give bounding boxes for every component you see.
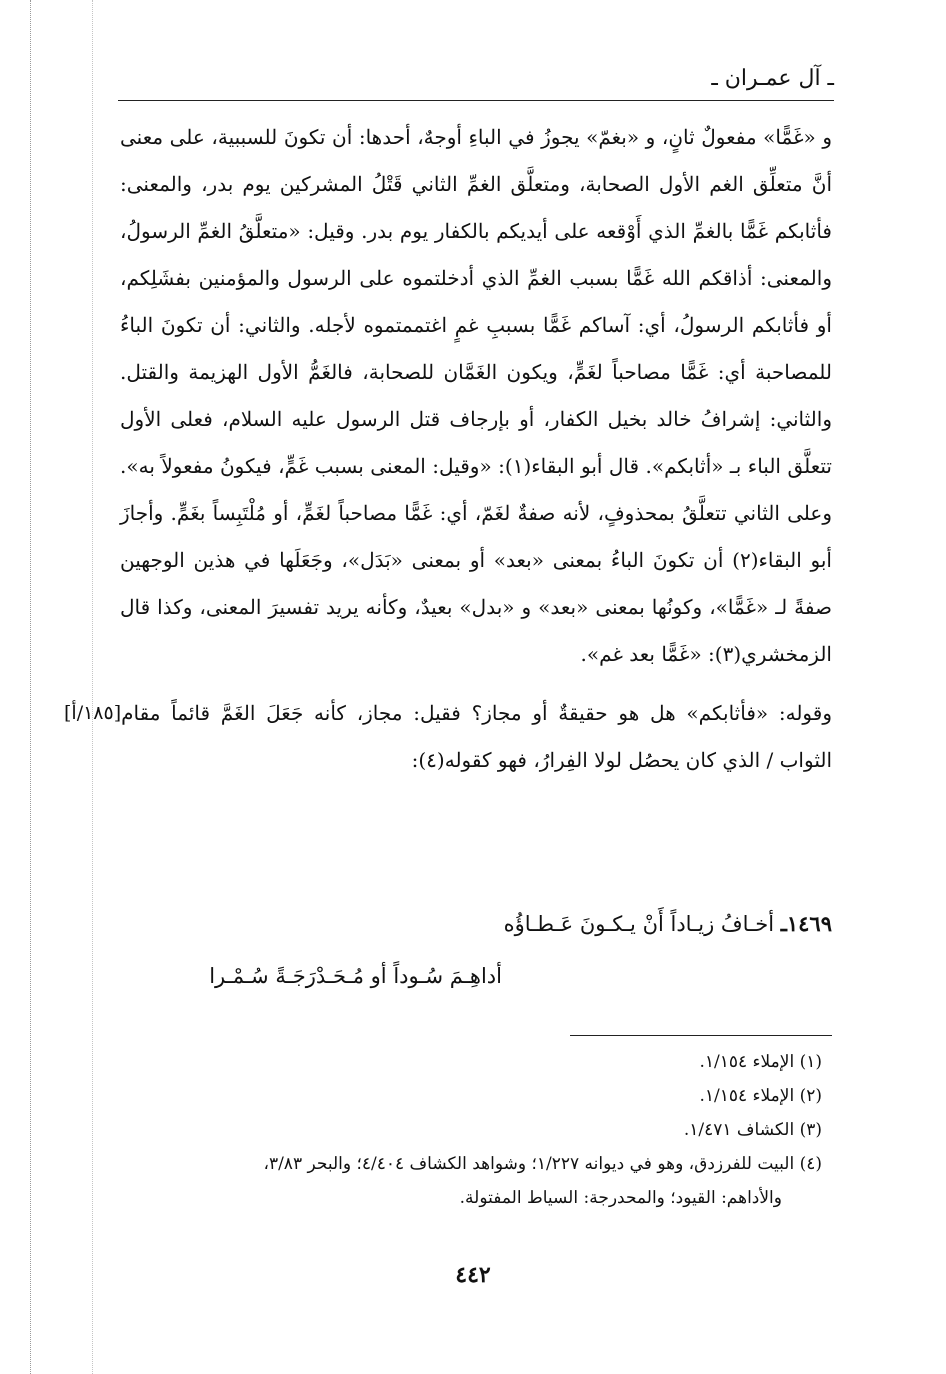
paragraph-2 (64, 690, 832, 784)
header-rule (118, 100, 834, 101)
verse-first-hemistich: أخـافُ زيـاداً أَنْ يـكـونَ عَـطـاؤُه (503, 912, 775, 936)
footnote-4-continuation: والأداهم: القيود؛ والمحدرجة: السياط المفتولة. (459, 1188, 782, 1208)
footnote-1: (١) الإملاء ١/١٥٤. (699, 1052, 822, 1072)
scan-margin-line-inner (92, 0, 93, 1374)
poetry-verse (120, 898, 832, 1002)
footnote-3: (٣) الكشاف ١/٤٧١. (683, 1120, 822, 1140)
footnote-2: (٢) الإملاء ١/١٥٤. (699, 1086, 822, 1106)
page-number: ٤٤٢ (455, 1262, 491, 1288)
manuscript-folio-ref: [١٨٥/أ] (64, 702, 122, 724)
scan-margin-line (30, 0, 31, 1374)
verse-second-hemistich: أداهِـمَ سُـوداً أو مُـحَـدْرَجَـةً سُـمْـرا (209, 964, 502, 988)
paragraph-1: و «غَمًّا» مفعولٌ ثانٍ، و «بغمّ» يجوزُ في الباءِ أوجهٌ، أحدها: أن تكونَ للسببية، على معنى أنَّ متعلِّق الغم الأول الصحابة، ومتعلَّق الغمِّ الثاني قَتْلُ المشركين يوم بدر، والمعنى: فأثابكم غَمًّا بالغمِّ الذي أَوْقعه على أيديكم بالكفار يوم بدر. وقيل: «متعلَّقُ الغمِّ الرسولُ، والمعنى: أذاقكم الله غَمًّا بسبب الغمِّ الذي أدخلتموه على الرسول والمؤمنين بفشَلِكم، أو فأثابكم الرسولُ، أي: آساكم غَمًّا بسببِ غمٍ اغتممتموه لأجله. والثاني: أن تكونَ الباءُ للمصاحبة أي: غَمًّا مصاحباً لغَمٍّ، ويكون الغَمَّان للصحابة، فالغَمُّ الأول الهزيمة والقتل. والثاني: إشرافُ خالد بخيل الكفار، أو بإرجاف قتل الرسول عليه السلام، فعلى الأول تتعلَّق الباء بـ «أثابكم». قال أبو البقاء(١): «وقيل: المعنى بسبب غَمٍّ، فيكونُ مفعولاً به». وعلى الثاني تتعلَّقُ بمحذوفٍ، لأنه صفةٌ لغَمّ، أي: غَمًّا مصاحباً لغَمٍّ، أو مُلْتَبِساً بغَمٍّ. وأجازَ أبو البقاء(٢) أن تكونَ الباءُ بمعنى «بعد» أو بمعنى «بَدَل»، وجَعَلَها في هذين الوجهين صفةً لـ «غَمًّا»، وكونُها بمعنى «بعد» و «بدل» بعيدٌ، وكأنه يريد تفسيرَ المعنى، وكذا قال الزمخشري(٣): «غَمًّا بعد غم». (120, 125, 832, 666)
footnotes (112, 1045, 822, 1215)
main-text (64, 114, 832, 784)
running-header: ـ آل عمـران ـ (711, 66, 834, 91)
footnote-rule (570, 1035, 832, 1036)
verse-line-1 (120, 898, 832, 950)
footnote-4: (٤) البيت للفرزدق، وهو في ديوانه ١/٢٢٧؛ وشواهد الكشاف ٤/٤٠٤؛ والبحر ٣/٨٣، (263, 1154, 822, 1174)
paragraph-2-text: وقوله: «فأثابكم» هل هو حقيقةٌ أو مجاز؟ فقيل: مجاز، كأنه جَعَلَ الغَمَّ قائماً مقام الثواب / الذي كان يحصُل لولا الفِرارُ، فهو كقوله(٤): (121, 701, 832, 772)
verse-number: ١٤٦٩ـ (780, 911, 832, 936)
